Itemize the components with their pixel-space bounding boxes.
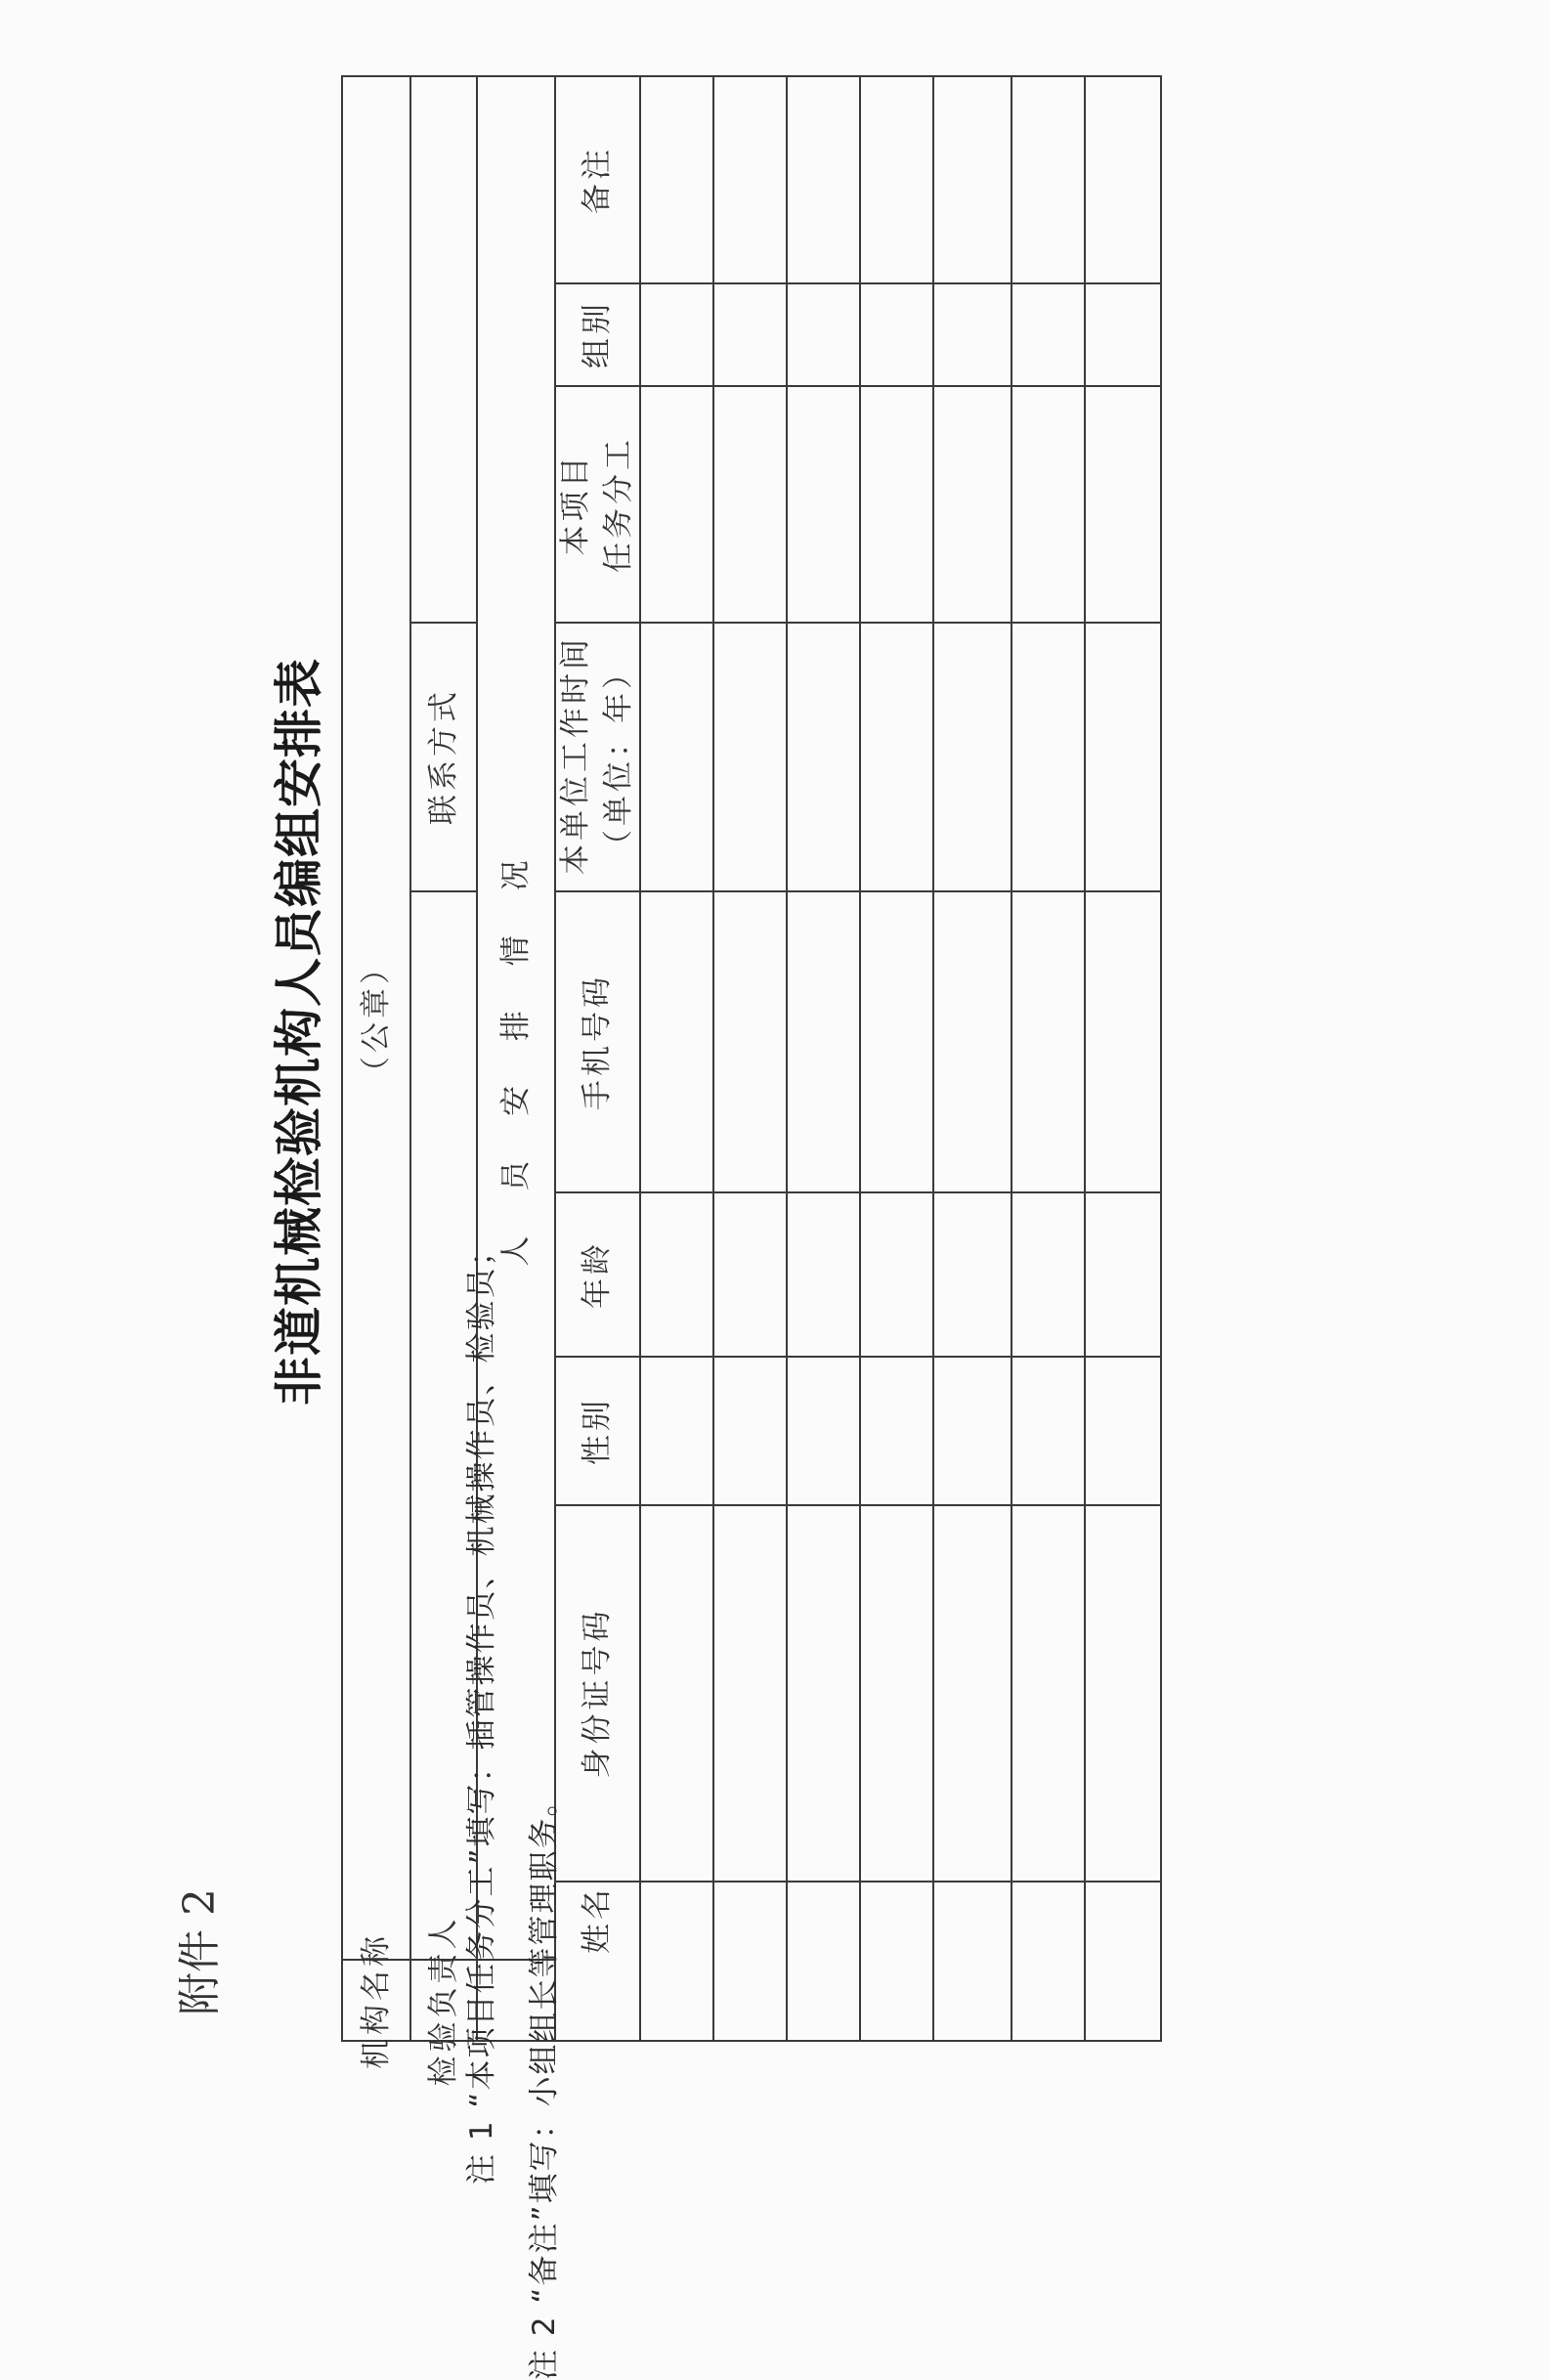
document-title: 非道机械检验机构人员编组安排表: [270, 658, 327, 1406]
col-header-remark: 备注: [580, 146, 615, 214]
note-2: 注 2 “备注”填写：小组组长等管理职务。: [527, 1784, 562, 2380]
col-header-phone: 手机号码: [580, 974, 615, 1110]
note-1: 注 1 “本项目任务分工”填写：插管操作员、机械操作员、检验员；: [464, 1233, 499, 2185]
org-name-label: 机构名称: [359, 1932, 394, 2069]
col-header-group: 组别: [580, 300, 615, 368]
attachment-label: 附件 2: [175, 1888, 225, 2015]
col-header-work-years: [554, 635, 640, 875]
inspector-label: 检验负责人: [426, 1915, 461, 2087]
col-header-gender: 性别: [580, 1397, 615, 1465]
role-line1: 本项目: [558, 453, 593, 556]
col-header-role: [554, 426, 640, 583]
work-years-line1: 本单位工作时间: [558, 635, 593, 875]
work-years-line2: （单位：年）: [601, 655, 636, 860]
seal-text: （公章）: [359, 950, 394, 1087]
col-header-id-number: 身份证号码: [580, 1607, 615, 1779]
col-header-name: 姓名: [580, 1885, 615, 1954]
section-label: 人 员 安 排 情 况: [498, 843, 534, 1267]
col-header-age: 年龄: [580, 1240, 615, 1309]
role-line2: 任务分工: [601, 436, 636, 573]
contact-label: 联系方式: [426, 688, 461, 825]
